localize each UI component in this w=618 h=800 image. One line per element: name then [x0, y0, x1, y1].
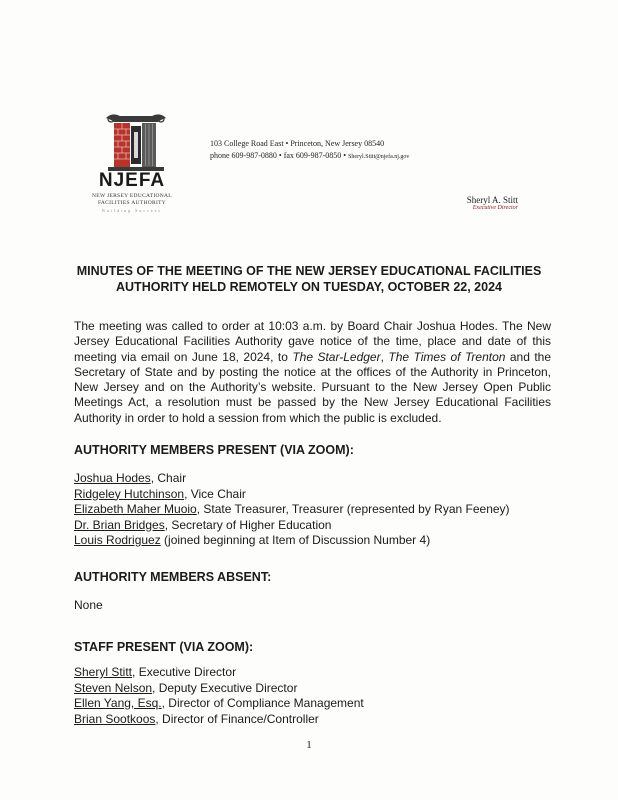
intro-text-part2: and the Secretary of State and by posting the notice at the offices of the Authority in Princeton, New Jersey and on the Authority’s website. Pursuant to the New Jersey Open Public Meetings Act, a resolution must be passed by the New Jersey Educational Facilities Authority in order to hold a session from which the public is excluded. [74, 349, 552, 425]
staff-name: Steven Nelson [74, 680, 153, 695]
logo-subtitle-line1: NEW JERSEY EDUCATIONAL [92, 193, 172, 199]
list-item [74, 518, 510, 534]
member-role: , Vice Chair [184, 486, 246, 501]
staff-role: , Director of Finance/Controller [155, 711, 319, 726]
member-name: Louis Rodriguez [74, 533, 161, 547]
members-absent-value: None [74, 598, 103, 612]
director-block [467, 195, 518, 211]
list-item [74, 712, 364, 728]
member-name: Joshua Hodes [74, 471, 151, 485]
staff-name: Ellen Yang, Esq. [74, 696, 162, 710]
separator-bullet: • [278, 151, 284, 160]
staff-present-heading: STAFF PRESENT (VIA ZOOM): [74, 640, 254, 654]
publication-times-of-trenton: The Times of Trenton [388, 349, 506, 364]
njefa-logo-icon [98, 112, 174, 172]
list-item [74, 681, 364, 697]
publication-star-ledger: The Star-Ledger [292, 349, 381, 364]
member-role: (joined beginning at Item of Discussion Number 4) [160, 533, 431, 547]
logo-subtitle-line2: FACILITIES AUTHORITY [97, 200, 167, 206]
title-line1: MINUTES OF THE MEETING OF THE NEW JERSEY EDUCATIONAL FACILITIES [76, 264, 542, 278]
address-line: 103 College Road East • Princeton, New Jersey 08540 [210, 139, 385, 148]
member-role: , State Treasurer, Treasurer (represented by Ryan Feeney) [196, 502, 510, 516]
member-name: Ridgeley Hutchinson [74, 486, 185, 501]
phone-number: phone 609-987-0880 [210, 151, 277, 160]
member-role: , Secretary of Higher Education [164, 517, 332, 532]
title-line2: AUTHORITY HELD REMOTELY ON TUESDAY, OCTOBER 22, 2024 [116, 280, 502, 294]
document-title [40, 263, 578, 295]
list-item [74, 533, 510, 549]
member-name: Dr. Brian Bridges [74, 517, 165, 532]
list-item [74, 696, 364, 712]
list-item [74, 665, 364, 681]
staff-name: Sheryl Stitt [74, 665, 133, 679]
letterhead-address [210, 138, 409, 163]
director-title: Executive Director [472, 205, 518, 211]
staff-role: , Executive Director [132, 665, 237, 679]
fax-number: fax 609-987-0850 [283, 151, 342, 160]
staff-role: , Director of Compliance Management [161, 696, 364, 710]
members-present-heading: AUTHORITY MEMBERS PRESENT (VIA ZOOM): [74, 443, 354, 457]
member-name: Elizabeth Maher Muoio [74, 502, 197, 516]
intro-paragraph [74, 319, 551, 426]
logo-wordmark: NJEFA [98, 170, 166, 191]
email-address: Sheryl.Stitt@njefa.nj.gov [348, 154, 410, 160]
members-present-list [74, 471, 510, 549]
list-item [74, 471, 510, 487]
member-role: , Chair [150, 471, 187, 485]
intro-text-part1: The meeting was called to order at 10:03 a.m. by Board Chair Joshua Hodes. The New Jersey Educational Facilities Authority gave notice of the time, place and date of this meeting via email on June 18, 2024, to [74, 319, 551, 364]
staff-present-list [74, 665, 364, 727]
list-item [74, 487, 510, 503]
list-item [74, 502, 510, 518]
logo-tagline: Building Success [102, 208, 162, 213]
members-absent-heading: AUTHORITY MEMBERS ABSENT: [74, 570, 272, 584]
director-name: Sheryl A. Stitt [466, 195, 518, 205]
staff-name: Brian Sootkoos [74, 711, 156, 726]
intro-separator: , [380, 349, 389, 364]
page-number: 1 [306, 739, 312, 751]
staff-role: , Deputy Executive Director [152, 680, 298, 695]
contact-line [210, 150, 409, 163]
separator-bullet: • [343, 151, 349, 160]
